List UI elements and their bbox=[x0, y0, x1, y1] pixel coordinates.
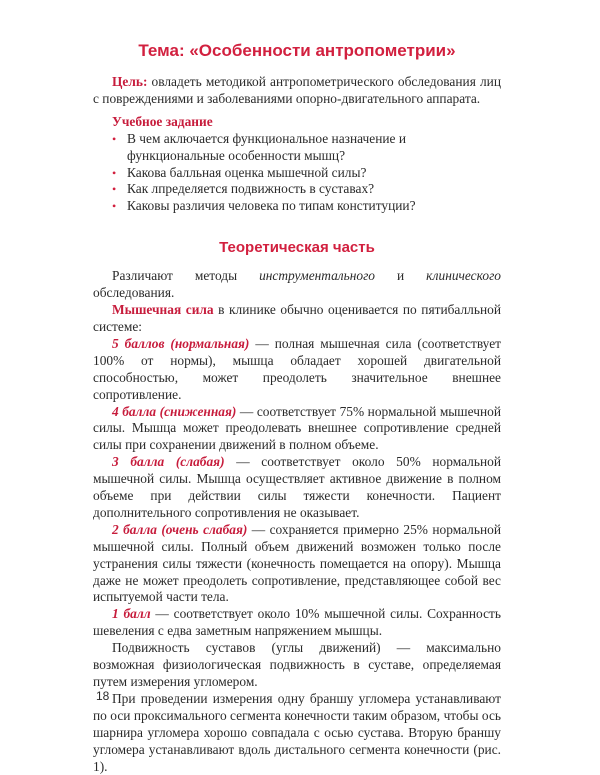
measurement-paragraph: При проведении измерения одну браншу угломера устанавливают по оси проксимального сегмента конечности таким образом, чтобы ось шарнира угломера хорошо совпадала с осью сустава. Вторую браншу угломера устанавливают вдоль дистального сегмента конечности (рис. 1). bbox=[93, 690, 501, 774]
document-page bbox=[93, 0, 501, 775]
goal-label: Цель: bbox=[112, 74, 148, 89]
bullet-icon: • bbox=[112, 131, 117, 146]
task-item: • Какова балльная оценка мышечной силы? bbox=[112, 164, 367, 180]
section-title: Теоретическая часть bbox=[219, 239, 375, 257]
goal-text: овладеть методикой антропометрического обследования лиц с повреждениями и заболеваниями опорно-двигательного аппарата. bbox=[93, 74, 501, 106]
page-number: 18 bbox=[96, 689, 110, 703]
grade-paragraph: 5 баллов (нормальная) — полная мышечная сила (соответствует 100% от нормы), мышца обладает хорошей двигательной способностью, может преодолеть значительное внешнее сопротивление. bbox=[93, 335, 501, 402]
grade-label: 1 балл bbox=[112, 606, 151, 622]
grade-label: 4 балла (сниженная) bbox=[112, 403, 237, 419]
muscle-strength-paragraph: Мышечная сила в клинике обычно оценивается по пятибалльной системе: bbox=[93, 302, 501, 334]
grade-label: 2 балла (очень слабая) bbox=[112, 521, 248, 537]
term-label: Мышечная сила bbox=[112, 302, 214, 318]
grade-label: 5 баллов (нормальная) bbox=[112, 335, 250, 351]
grade-paragraph: 2 балла (очень слабая) — сохраняется примерно 25% нормальной мышечной силы. Полный объем движений возможен только после устранения силы тяжести (конечность помещается на опору). Мышца даже не может преодолеть сопротивление, представляющее собой вес испытуемой части тела. bbox=[93, 521, 501, 605]
grade-paragraph: 1 балл — соответствует около 10% мышечной силы. Сохранность шевеления с едва заметным напряжением мышцы. bbox=[93, 606, 501, 639]
joint-mobility-paragraph: Подвижность суставов (углы движений) — максимально возможная физиологическая подвижность в суставе, определяемая путем измерения угломером. bbox=[93, 640, 501, 689]
bullet-icon: • bbox=[112, 199, 117, 214]
task-item: • Как лпределяется подвижность в суставах? bbox=[112, 181, 375, 197]
grade-label: 3 балла (слабая) bbox=[112, 454, 225, 470]
grade-paragraph: 4 балла (сниженная) — соответствует 75% нормальной мышечной силы. Мышца может преодолевать внешнее сопротивление средней силы при сохранении движений в полном объеме. bbox=[93, 403, 501, 453]
task-item: • Каковы различия человека по типам конституции? bbox=[112, 198, 416, 214]
tasks-title: Учебное задание bbox=[112, 113, 213, 129]
goal-paragraph bbox=[93, 74, 501, 108]
bullet-icon: • bbox=[112, 182, 117, 197]
intro-paragraph: Различают методы инструментального и клинического обследования. bbox=[93, 268, 501, 301]
page-title: Тема: «Особенности антропометрии» bbox=[138, 41, 456, 60]
task-item: • В чем аключается функциональное назначение и функциональные особенности мышц? bbox=[112, 130, 406, 163]
bullet-icon: • bbox=[112, 165, 117, 180]
grade-paragraph: 3 балла (слабая) — соответствует около 50% нормальной мышечной силы. Мышца осуществляет активное движение в полном объеме при действии силы тяжести конечности. Пациент дополнительного сопротивления не оказывает. bbox=[93, 454, 501, 520]
tasks-list bbox=[93, 131, 501, 216]
